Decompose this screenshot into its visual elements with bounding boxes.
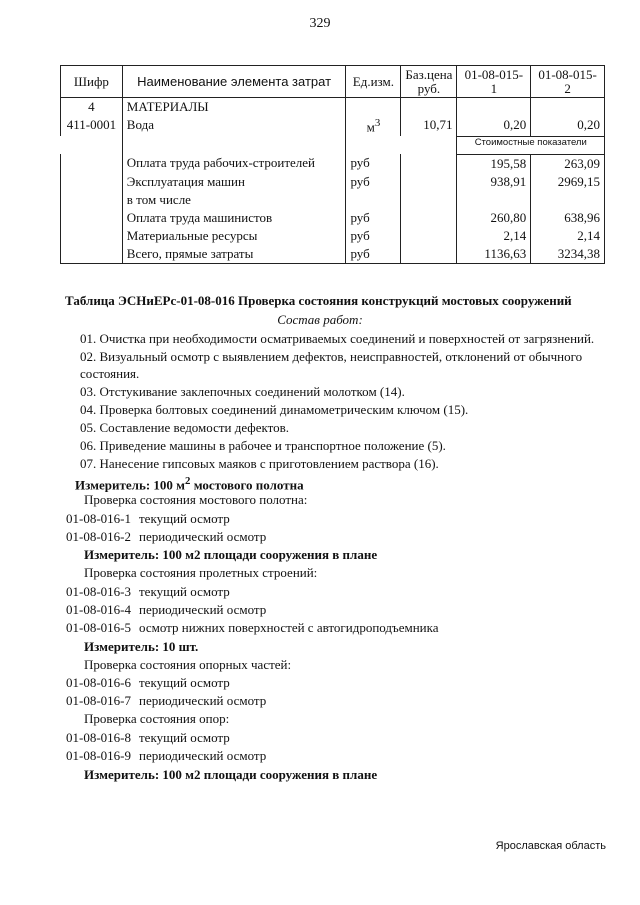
cost-unit: руб xyxy=(346,209,401,227)
meter-4: Измеритель: 100 м2 площади сооружения в плане xyxy=(84,767,378,782)
meter-1: Измеритель: 100 $м^2$ мостового полотна xyxy=(75,475,304,493)
code-desc: текущий осмотр xyxy=(139,730,230,745)
group-2-title: Проверка состояния пролетных строений: xyxy=(84,565,318,580)
section-subtitle: Состав работ: xyxy=(277,312,363,327)
cost-col2: 638,96 xyxy=(531,209,605,227)
header-code: Шифр xyxy=(61,66,123,98)
cost-row xyxy=(61,227,605,245)
header-base-price: Баз.цена руб. xyxy=(401,66,457,98)
material-code: 411-0001 xyxy=(61,116,123,136)
cost-col2: 2,14 xyxy=(531,227,605,245)
meter-3: Измеритель: 10 шт. xyxy=(84,639,199,654)
table-header-row xyxy=(61,66,605,98)
work-item: 05. Составление ведомости дефектов. xyxy=(80,420,290,435)
page-number: 329 xyxy=(309,16,331,31)
header-col2: 01-08-015-2 xyxy=(531,66,605,98)
material-col2: 0,20 xyxy=(531,116,605,136)
cost-name: в том числе xyxy=(122,191,346,209)
code-row xyxy=(66,601,266,618)
work-item: 07. Нанесение гипсовых маяков с приготовлением раствора (16). xyxy=(80,456,439,471)
code: 01-08-016-7 xyxy=(66,693,131,708)
work-item: 06. Приведение машины в рабочее и транспортное положение (5). xyxy=(80,438,446,453)
group-3-title: Проверка состояния опорных частей: xyxy=(84,657,292,672)
cost-col1: 1136,63 xyxy=(457,245,531,264)
material-row xyxy=(61,116,605,136)
cost-row xyxy=(61,154,605,173)
cost-table xyxy=(60,65,605,264)
cost-unit: руб xyxy=(346,154,401,173)
code: 01-08-016-9 xyxy=(66,748,131,763)
code-row xyxy=(66,583,230,600)
materials-title: МАТЕРИАЛЫ xyxy=(122,98,346,117)
code-row xyxy=(66,528,266,545)
code-desc: периодический осмотр xyxy=(139,748,267,763)
materials-index: 4 xyxy=(61,98,123,117)
code-desc: осмотр нижних поверхностей с автогидроподъемника xyxy=(139,620,439,635)
code-desc: периодический осмотр xyxy=(139,602,267,617)
cost-unit: руб xyxy=(346,227,401,245)
code-row xyxy=(66,747,266,764)
cost-col2: 3234,38 xyxy=(531,245,605,264)
code: 01-08-016-6 xyxy=(66,675,131,690)
header-unit: Ед.изм. xyxy=(346,66,401,98)
material-col1: 0,20 xyxy=(457,116,531,136)
work-item: 01. Очистка при необходимости осматриваемых соединений и поверхностей от загрязнений. xyxy=(80,331,595,346)
cost-row xyxy=(61,173,605,191)
cost-name: Всего, прямые затраты xyxy=(122,245,346,264)
code: 01-08-016-5 xyxy=(66,620,131,635)
work-item: 03. Отстукивание заклепочных соединений молотком (14). xyxy=(80,384,405,399)
material-name: Вода xyxy=(122,116,346,136)
code: 01-08-016-4 xyxy=(66,602,131,617)
cost-col1: 2,14 xyxy=(457,227,531,245)
code-row xyxy=(66,674,230,691)
header-col1: 01-08-015-1 xyxy=(457,66,531,98)
code-row xyxy=(66,619,439,636)
work-item: 04. Проверка болтовых соединений динамометрическим ключом (15). xyxy=(80,402,469,417)
group-4-title: Проверка состояния опор: xyxy=(84,711,230,726)
cost-name: Оплата труда рабочих-строителей xyxy=(122,154,346,173)
work-item: 02. Визуальный осмотр с выявлением дефектов, неисправностей, отклонений от обычного состояния. xyxy=(80,349,583,381)
meter-2: Измеритель: 100 м2 площади сооружения в плане xyxy=(84,547,378,562)
code: 01-08-016-8 xyxy=(66,730,131,745)
indicators-label: Стоимостные показатели xyxy=(457,136,605,154)
cost-col1: 195,58 xyxy=(457,154,531,173)
work-list xyxy=(80,330,610,473)
material-unit: $м^3$ xyxy=(346,116,401,136)
code-desc: текущий осмотр xyxy=(139,675,230,690)
cost-col2: 263,09 xyxy=(531,154,605,173)
section-title: Таблица ЭСНиЕРс-01-08-016 Проверка состояния конструкций мостовых сооружений xyxy=(65,293,572,308)
indicators-row xyxy=(61,136,605,154)
code: 01-08-016-1 xyxy=(66,511,131,526)
cost-unit: руб xyxy=(346,245,401,264)
cost-name: Эксплуатация машин xyxy=(122,173,346,191)
footer-region: Ярославская область xyxy=(495,840,606,852)
cost-name: Материальные ресурсы xyxy=(122,227,346,245)
materials-section-row xyxy=(61,98,605,117)
cost-name: Оплата труда машинистов xyxy=(122,209,346,227)
code-desc: периодический осмотр xyxy=(139,693,267,708)
code-desc: текущий осмотр xyxy=(139,584,230,599)
cost-col1: 938,91 xyxy=(457,173,531,191)
group-1-title: Проверка состояния мостового полотна: xyxy=(84,492,308,507)
code: 01-08-016-2 xyxy=(66,529,131,544)
header-name: Наименование элемента затрат xyxy=(122,66,346,98)
code-row xyxy=(66,729,230,746)
cost-col1: 260,80 xyxy=(457,209,531,227)
material-base-price: 10,71 xyxy=(401,116,457,136)
cost-row xyxy=(61,191,605,209)
code-row xyxy=(66,692,266,709)
code: 01-08-016-3 xyxy=(66,584,131,599)
cost-col2: 2969,15 xyxy=(531,173,605,191)
code-row xyxy=(66,510,230,527)
code-desc: периодический осмотр xyxy=(139,529,267,544)
cost-row-total xyxy=(61,245,605,264)
code-desc: текущий осмотр xyxy=(139,511,230,526)
cost-unit: руб xyxy=(346,173,401,191)
cost-row xyxy=(61,209,605,227)
